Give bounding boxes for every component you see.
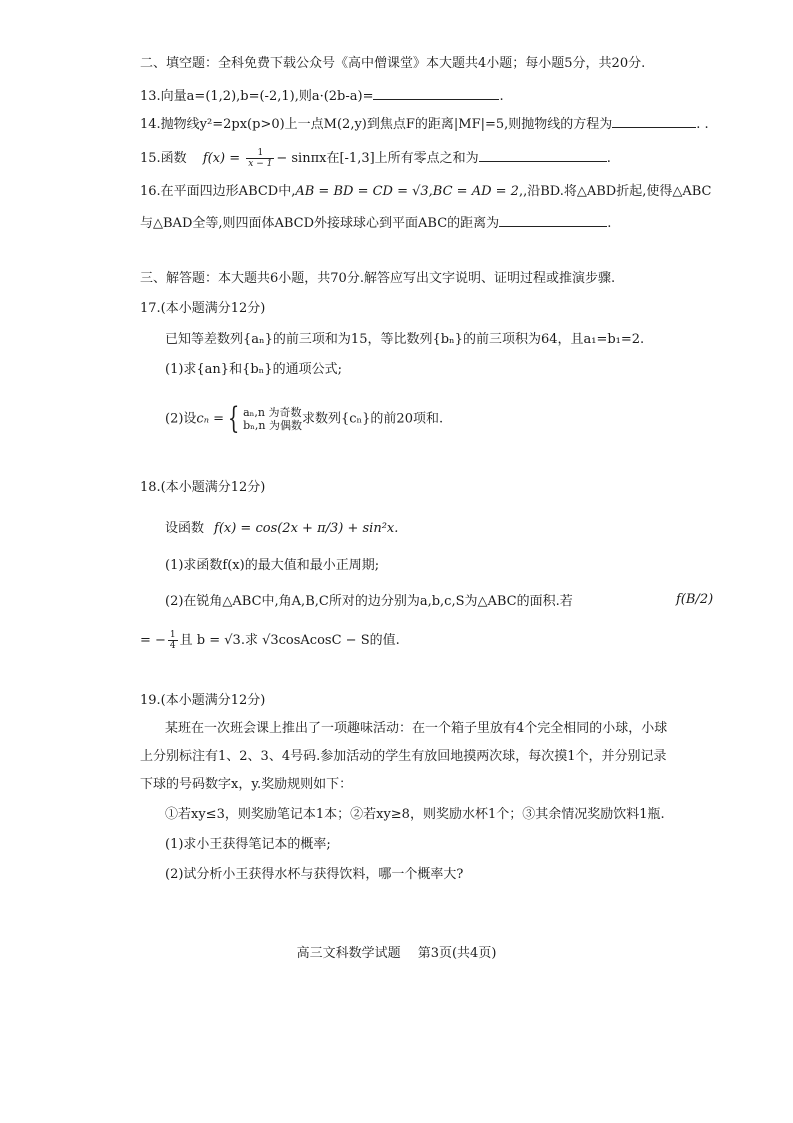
question-16-line2 [140,213,611,233]
answer-blank[interactable] [479,148,607,162]
question-15-prefix: 15.函数 [140,151,187,166]
question-16-line1 [140,183,711,201]
question-19-part2: (2)试分析小王获得水杯与获得饮料，哪一个概率大? [165,867,464,882]
fraction: $\frac{1}{x - 1}$ [248,148,273,169]
part2-prefix: (2)设 [165,411,197,427]
question-14 [140,114,709,134]
brace-symbol: { [227,401,240,436]
question-end: . . [696,117,709,132]
question-19-rules: ①若xy≤3，则奖励笔记本1本；②若xy≥8，则奖励水杯1个；③其余情况奖励饮料1瓶. [165,807,665,822]
question-13 [140,86,504,106]
case-even: bₙ,n 为偶数 [243,419,302,432]
question-17-part2 [165,401,444,436]
question-end: . [607,216,612,231]
page-footer: 高三文科数学试题 第3页(共4页) [296,946,497,961]
function-expression: f(x) = [202,151,241,166]
question-18-part1: (1)求函数f(x)的最大值和最小正周期; [165,558,380,573]
question-17-part1: (1)求{an}和{bₙ}的通项公式; [165,362,342,377]
piecewise-cases [243,406,302,432]
question-19-part1: (1)求小王获得笔记本的概率; [165,837,331,852]
question-18-title: 18.(本小题满分12分) [140,480,266,495]
question-19-line3: 下球的号码数字x，y.奖励规则如下： [140,777,353,792]
question-17-stem: 已知等差数列{aₙ}的前三项和为15，等比数列{bₙ}的前三项积为64，且a₁=b₁=2. [165,332,645,347]
equals-minus: = − [140,633,166,648]
question-19-line2: 上分别标注有1、2、3、4号码.参加活动的学生有放回地摸两次球，每次摸1个，并分别记录 [140,749,667,764]
question-end: . [606,151,611,166]
case-odd: aₙ,n 为奇数 [243,406,302,419]
part2-suffix: 求数列{cₙ}的前20项和. [301,411,444,427]
question-13-text: 13.向量a=(1,2),b=(-2,1),则a·(2b-a)= [140,89,374,104]
equation: AB = BD = CD = √3,BC = AD = 2 [295,184,519,199]
question-16-text-cont: ,,沿BD.将△ABD折起,使得△ABC [518,184,712,199]
question-19-line1: 某班在一次班会课上推出了一项趣味活动：在一个箱子里放有4个完全相同的小球，小球 [165,721,668,736]
question-19-title: 19.(本小题满分12分) [140,693,266,708]
question-16-text: 16.在平面四边形ABCD中, [140,184,296,199]
question-14-text: 14.抛物线y²=2px(p>0)上一点M(2,y)到焦点F的距离|MF|=5,则抛物线的方程为 [140,117,613,132]
question-18-stem [165,520,398,538]
question-17-title: 17.(本小题满分12分) [140,301,266,316]
question-15 [140,148,611,169]
cn-expression: cₙ = [196,411,224,427]
answer-blank[interactable] [373,86,499,100]
function-expression: f(x) = cos(2x + π/3) + sin²x. [214,521,399,536]
section3-heading: 三、解答题：本大题共6小题，共70分.解答应写出文字说明、证明过程或推演步骤. [140,271,616,286]
answer-blank[interactable] [612,114,696,128]
question-18-part2-line2 [140,630,400,651]
fraction: $\frac{1}{4}$ [169,630,176,651]
stem-prefix: 设函数 [165,521,205,536]
answer-blank[interactable] [499,213,607,227]
question-18-part2: (2)在锐角△ABC中,角A,B,C所对的边分别为a,b,c,S为△ABC的面积.若 [165,594,573,609]
section2-heading: 二、填空题：全科免费下载公众号《高中僧课堂》本大题共4小题；每小题5分，共20分. [140,56,646,71]
question-15-rest: − sinπx在[-1,3]上所有零点之和为 [276,151,479,166]
question-18-part2-func: f(B/2) [676,592,714,607]
part2-line2-text: 且 b = √3.求 √3cosAcosC − S的值. [179,633,400,648]
question-16-text-line2: 与△BAD全等,则四面体ABCD外接球球心到平面ABC的距离为 [140,216,500,231]
question-end: . [499,89,504,104]
